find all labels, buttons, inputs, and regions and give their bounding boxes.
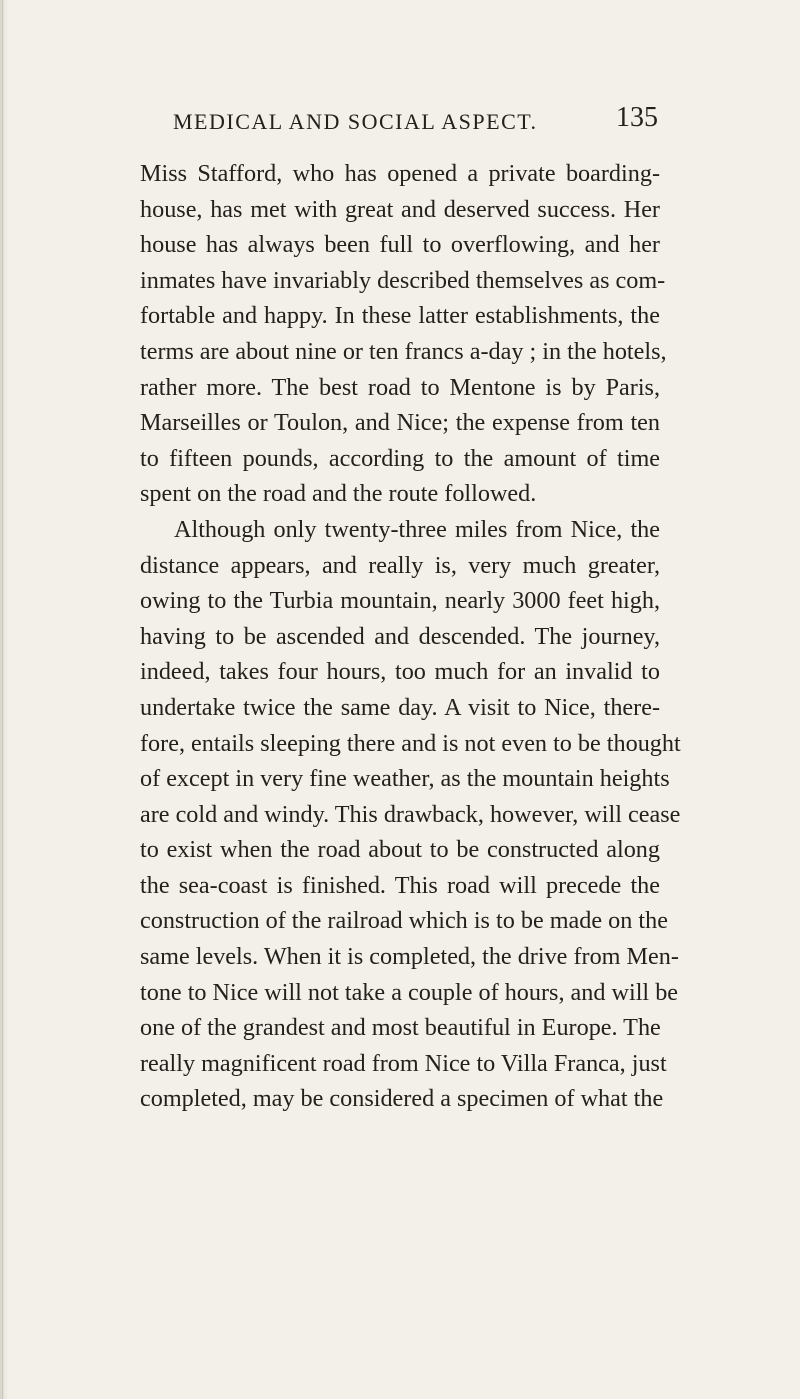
text-line: having to be ascended and descended. The journey, bbox=[140, 622, 660, 650]
text-line: one of the grandest and most beautiful in Europe. The bbox=[140, 1014, 661, 1042]
text-line: to fifteen pounds, according to the amount of time bbox=[140, 444, 660, 472]
text-line: the sea-coast is finished. This road will precede the bbox=[140, 871, 660, 899]
paragraph-start-line: Although only twenty-three miles from Nice, the bbox=[174, 515, 660, 543]
text-line: Marseilles or Toulon, and Nice; the expense from ten bbox=[140, 409, 660, 437]
text-line: fore, entails sleeping there and is not even to be thought bbox=[140, 729, 681, 757]
text-line: rather more. The best road to Mentone is by Paris, bbox=[140, 373, 660, 401]
text-line: owing to the Turbia mountain, nearly 3000 feet high, bbox=[140, 587, 660, 615]
text-line: spent on the road and the route followed. bbox=[140, 480, 537, 508]
text-line: really magnificent road from Nice to Villa Franca, just bbox=[140, 1049, 667, 1077]
text-line: house has always been full to overflowing, and her bbox=[140, 231, 660, 259]
text-line: to exist when the road about to be constructed along bbox=[140, 836, 660, 864]
text-line: undertake twice the same day. A visit to Nice, there- bbox=[140, 693, 660, 721]
text-line: distance appears, and really is, very much greater, bbox=[140, 551, 660, 579]
text-line: Miss Stafford, who has opened a private boarding- bbox=[140, 160, 660, 187]
text-line: house, has met with great and deserved success. Her bbox=[140, 195, 660, 223]
text-line: construction of the railroad which is to be made on the bbox=[140, 907, 668, 935]
text-line: fortable and happy. In these latter establishments, the bbox=[140, 302, 660, 330]
text-line: inmates have invariably described themselves as com- bbox=[140, 266, 666, 294]
text-line: tone to Nice will not take a couple of hours, and will be bbox=[140, 978, 679, 1006]
text-line: same levels. When it is completed, the drive from Men- bbox=[140, 943, 679, 971]
text-line: indeed, takes four hours, too much for an invalid to bbox=[140, 658, 660, 686]
text-line: are cold and windy. This drawback, however, will cease bbox=[140, 800, 681, 828]
text-line: terms are about nine or ten francs a-day ; in the hotels, bbox=[140, 337, 667, 365]
text-line: of except in very fine weather, as the mountain heights bbox=[140, 765, 670, 793]
body-text bbox=[140, 156, 681, 1117]
text-line: completed, may be considered a specimen of what the bbox=[140, 1085, 664, 1113]
running-head bbox=[140, 104, 660, 140]
page-binding-edge bbox=[0, 0, 8, 1399]
page-number: 135 bbox=[616, 102, 658, 133]
running-title: MEDICAL AND SOCIAL ASPECT. bbox=[173, 109, 538, 134]
